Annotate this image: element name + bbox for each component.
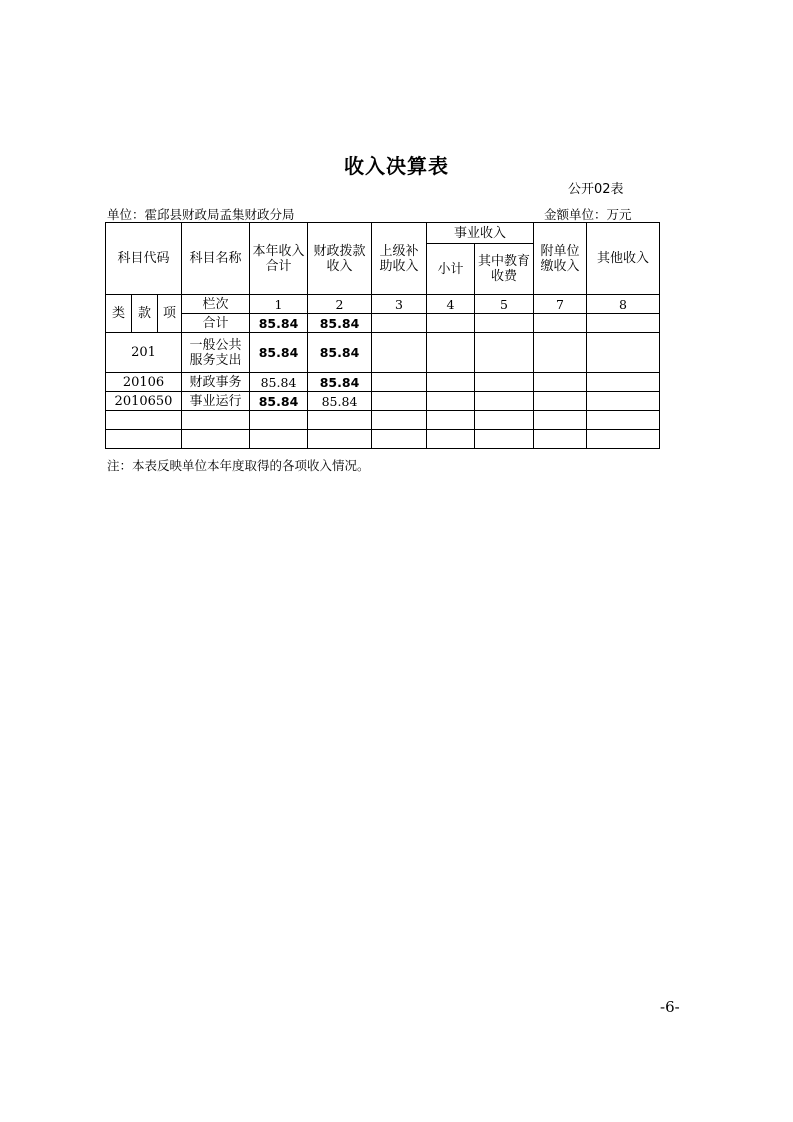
unit-label: 单位：霍邱县财政局孟集财政分局: [107, 207, 295, 222]
table-row: [106, 373, 660, 392]
row-fiscal: 85.84: [308, 333, 372, 373]
empty-cell: [534, 392, 587, 411]
row-name: 事业运行: [182, 392, 250, 411]
total-label: 合计: [182, 314, 250, 333]
row-code: 20106: [106, 373, 182, 392]
table-row: [106, 333, 660, 373]
total-row: [106, 314, 660, 333]
empty-cell: [587, 314, 660, 333]
column-number: 3: [372, 295, 427, 314]
header-name: 科目名称: [182, 223, 250, 295]
empty-cell: [534, 314, 587, 333]
empty-cell: [587, 392, 660, 411]
empty-cell: [427, 373, 475, 392]
total-fiscal: 85.84: [308, 314, 372, 333]
header-subtotal: 小计: [427, 244, 475, 295]
row-name: 财政事务: [182, 373, 250, 392]
header-edu: 其中教育收费: [475, 244, 534, 295]
empty-cell: [372, 314, 427, 333]
empty-cell: [372, 373, 427, 392]
header-code: 科目代码: [106, 223, 182, 295]
empty-cell: [372, 392, 427, 411]
row-name: 一般公共服务支出: [182, 333, 250, 373]
header-total: 本年收入合计: [250, 223, 308, 295]
row-total: 85.84: [250, 333, 308, 373]
table-note: 注：本表反映单位本年度取得的各项收入情况。: [107, 458, 370, 473]
header-fiscal: 财政拨款收入: [308, 223, 372, 295]
header-xiang: 项: [158, 295, 182, 333]
header-other: 其他收入: [587, 223, 660, 295]
empty-cell: [427, 392, 475, 411]
total-amount: 85.84: [250, 314, 308, 333]
empty-cell: [475, 314, 534, 333]
empty-cell: [475, 392, 534, 411]
header-business: 事业收入: [427, 223, 534, 244]
empty-cell: [587, 333, 660, 373]
empty-cell: [475, 373, 534, 392]
empty-cell: [587, 373, 660, 392]
empty-row: [106, 430, 660, 449]
row-fiscal: 85.84: [308, 373, 372, 392]
empty-cell: [372, 333, 427, 373]
empty-cell: [427, 333, 475, 373]
page-title: 收入决算表: [344, 154, 449, 178]
empty-cell: [427, 314, 475, 333]
header-upper: 上级补助收入: [372, 223, 427, 295]
form-number: 公开02表: [568, 182, 624, 197]
empty-row: [106, 411, 660, 430]
row-fiscal: 85.84: [308, 392, 372, 411]
column-number: 2: [308, 295, 372, 314]
row-total: 85.84: [250, 392, 308, 411]
column-number: 4: [427, 295, 475, 314]
income-table: [105, 222, 660, 449]
table-row: [106, 392, 660, 411]
column-number: 8: [587, 295, 660, 314]
row-code: 201: [106, 333, 182, 373]
page-number: -6-: [660, 998, 680, 1016]
header-column-no: 栏次: [182, 295, 250, 314]
header-affiliated: 附单位缴收入: [534, 223, 587, 295]
header-kuan: 款: [132, 295, 158, 333]
header-lei: 类: [106, 295, 132, 333]
empty-cell: [534, 333, 587, 373]
column-number: 7: [534, 295, 587, 314]
row-code: 2010650: [106, 392, 182, 411]
column-number: 1: [250, 295, 308, 314]
empty-cell: [534, 373, 587, 392]
row-total: 85.84: [250, 373, 308, 392]
empty-cell: [475, 333, 534, 373]
column-number: 5: [475, 295, 534, 314]
amount-unit-label: 金额单位：万元: [544, 207, 632, 222]
